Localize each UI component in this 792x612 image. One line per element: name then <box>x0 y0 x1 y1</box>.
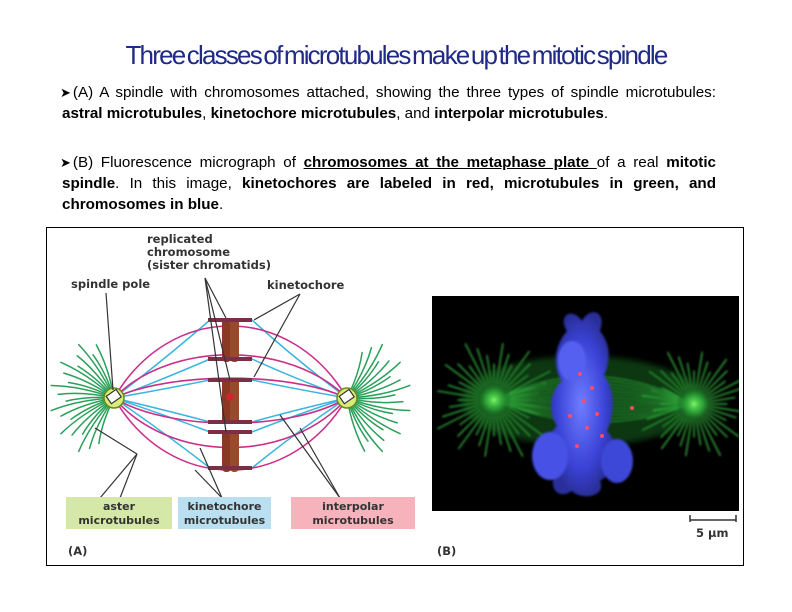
label-replicated-chromosome <box>147 233 271 272</box>
bullet-a-kinetochore: kinetochore microtubules <box>210 105 397 122</box>
bullet-b-prefix: (B) Fluorescence micrograph of <box>72 154 304 171</box>
chromosome-3b <box>230 430 239 472</box>
chromosome-2a <box>222 378 231 424</box>
spindle-pole-left <box>104 388 124 408</box>
spindle-pole-right <box>337 388 357 408</box>
box-aster-line2: microtubules <box>78 514 160 527</box>
label-replicated-line2: chromosome <box>147 245 230 259</box>
box-kinetochore-line1: kinetochore <box>187 500 262 513</box>
bullet-b-mid: of a real <box>596 154 667 171</box>
chromosome-2b <box>230 378 239 424</box>
bullet-b-end: . <box>218 196 224 213</box>
bullet-b-mid2: . In this image, <box>115 175 243 192</box>
label-spindle-pole: spindle pole <box>71 277 151 291</box>
bullet-a-end: . <box>603 105 609 122</box>
arrow-bullet-icon: ➤ <box>60 155 71 170</box>
bullet-b-labels: kinetochores are labeled in red, microtubules in green, and chromosomes in blue <box>62 175 716 213</box>
kinetochore-plate <box>208 430 252 434</box>
kinetochore-plate <box>208 420 252 424</box>
chromosome-1a <box>222 318 231 362</box>
panel-a-label: (A) <box>68 544 88 558</box>
label-kinetochore: kinetochore <box>267 278 345 292</box>
slide-title: Three classes of microtubules make up the mitotic spindle <box>125 40 667 70</box>
bullet-b-underlined: chromosomes at the metaphase plate <box>303 154 597 171</box>
label-replicated-line1: replicated <box>147 232 213 246</box>
kinetochore-dot <box>226 393 234 401</box>
kinetochore-plate <box>208 466 252 470</box>
box-aster-microtubules <box>66 497 172 529</box>
bullet-b-spindle: mitotic spindle <box>62 154 716 192</box>
label-replicated-line3: (sister chromatids) <box>147 258 271 272</box>
micrograph-image <box>432 296 739 511</box>
panel-b-label: (B) <box>437 544 457 558</box>
fluorescence-micrograph <box>432 296 739 511</box>
box-aster-line1: aster <box>102 500 136 513</box>
box-kinetochore-microtubules <box>178 497 271 529</box>
bullet-a-sep1: , <box>202 105 211 122</box>
kinetochore-plate <box>208 357 252 361</box>
bullet-a-astral: astral microtubules <box>62 105 203 122</box>
bullet-a-prefix: (A) A spindle with chromosomes attached, showing the three types of spindle microtubules: <box>72 84 716 101</box>
chromosomes <box>208 318 252 472</box>
box-interpolar-line1: interpolar <box>322 500 384 513</box>
chromosome-3a <box>222 430 231 472</box>
arrow-bullet-icon: ➤ <box>60 85 71 100</box>
bullet-a-sep2: , and <box>396 105 435 122</box>
scale-bar <box>686 514 742 526</box>
scale-label: 5 μm <box>696 526 729 540</box>
box-kinetochore-line2: microtubules <box>183 514 266 527</box>
bullet-a-interpolar: interpolar microtubules <box>434 105 604 122</box>
leader-lines <box>95 278 340 498</box>
box-interpolar-microtubules <box>291 497 415 529</box>
chromosome-1b <box>230 318 239 362</box>
box-interpolar-line2: microtubules <box>312 514 394 527</box>
